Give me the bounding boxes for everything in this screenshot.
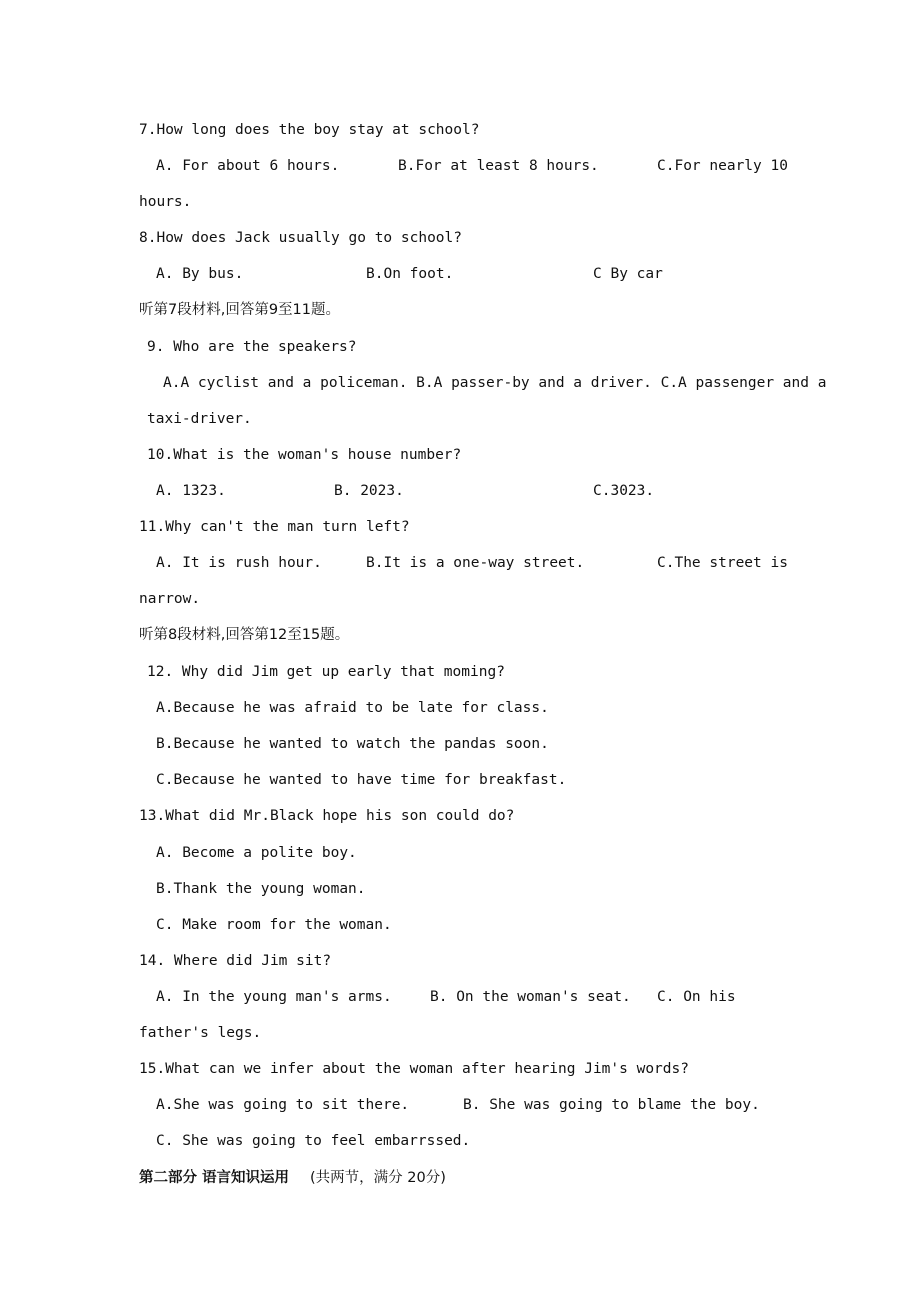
- question-13-option-c: C. Make room for the woman.: [156, 917, 392, 933]
- question-12: [0, 662, 920, 698]
- question-10-option-c: C.3023.: [593, 483, 655, 499]
- question-11-option-a: A. It is rush hour.: [156, 555, 322, 571]
- question-13-option-a-row: [0, 843, 920, 879]
- question-7-option-c-cont: hours.: [139, 194, 192, 210]
- question-12-option-b-row: [0, 734, 920, 770]
- question-13-option-b-row: [0, 879, 920, 915]
- question-14: [0, 951, 920, 987]
- question-10-option-b: B. 2023.: [334, 483, 404, 499]
- question-13-stem: 13.What did Mr.Black hope his son could do?: [139, 808, 515, 824]
- question-7-option-c: C.For nearly 10: [657, 158, 788, 174]
- section-7-text: 听第7段材料,回答第9至11题。: [139, 302, 341, 318]
- question-14-option-b: B. On the woman's seat.: [430, 989, 631, 1005]
- question-9-options-cont: [0, 409, 920, 445]
- question-14-option-c-cont: father's legs.: [139, 1025, 262, 1041]
- question-14-option-c: C. On his: [657, 989, 736, 1005]
- question-9-option-line: A.A cyclist and a policeman. B.A passer-by and a driver. C.A passenger and a: [163, 375, 827, 391]
- question-7-options-cont: [0, 192, 920, 228]
- question-11-stem: 11.Why can't the man turn left?: [139, 519, 410, 535]
- section-8-instruction: [0, 625, 920, 661]
- part-2-heading: [0, 1168, 920, 1204]
- question-15-stem: 15.What can we infer about the woman after hearing Jim's words?: [139, 1061, 689, 1077]
- question-14-options-cont: [0, 1023, 920, 1059]
- question-15-option-c-row: [0, 1131, 920, 1167]
- question-15-option-c: C. She was going to feel embarrssed.: [156, 1133, 471, 1149]
- question-11-option-b: B.It is a one-way street.: [366, 555, 585, 571]
- question-15-option-b: B. She was going to blame the boy.: [463, 1097, 760, 1113]
- question-15: [0, 1059, 920, 1095]
- question-11-options-cont: [0, 589, 920, 625]
- question-13-option-a: A. Become a polite boy.: [156, 845, 357, 861]
- question-8-stem: 8.How does Jack usually go to school?: [139, 230, 463, 246]
- question-12-stem: 12. Why did Jim get up early that moming?: [147, 664, 505, 680]
- part-2-title: 第二部分 语言知识运用: [139, 1170, 290, 1186]
- question-11-options: [0, 553, 920, 589]
- question-10-stem: 10.What is the woman's house number?: [147, 447, 462, 463]
- question-8-option-a: A. By bus.: [156, 266, 244, 282]
- question-11-option-c-cont: narrow.: [139, 591, 201, 607]
- part-2-note: (共两节，满分 20分): [310, 1170, 446, 1186]
- question-7-option-b: B.For at least 8 hours.: [398, 158, 599, 174]
- question-7-stem: 7.How long does the boy stay at school?: [139, 122, 480, 138]
- question-7: [0, 120, 920, 156]
- section-8-text: 听第8段材料,回答第12至15题。: [139, 627, 350, 643]
- question-13-option-b: B.Thank the young woman.: [156, 881, 366, 897]
- question-15-options: [0, 1095, 920, 1131]
- question-8: [0, 228, 920, 264]
- question-8-options: [0, 264, 920, 300]
- question-9-stem: 9. Who are the speakers?: [147, 339, 357, 355]
- question-12-option-a: A.Because he was afraid to be late for class.: [156, 700, 549, 716]
- question-15-option-a: A.She was going to sit there.: [156, 1097, 410, 1113]
- question-11: [0, 517, 920, 553]
- question-12-option-b: B.Because he wanted to watch the pandas soon.: [156, 736, 549, 752]
- section-7-instruction: [0, 300, 920, 336]
- question-8-option-c: C By car: [593, 266, 663, 282]
- question-13-option-c-row: [0, 915, 920, 951]
- question-14-option-a: A. In the young man's arms.: [156, 989, 392, 1005]
- question-9-options: [0, 373, 920, 409]
- question-14-stem: 14. Where did Jim sit?: [139, 953, 332, 969]
- question-12-option-c: C.Because he wanted to have time for breakfast.: [156, 772, 567, 788]
- question-7-options: [0, 156, 920, 192]
- question-12-option-a-row: [0, 698, 920, 734]
- question-10-options: [0, 481, 920, 517]
- question-10-option-a: A. 1323.: [156, 483, 226, 499]
- question-12-option-c-row: [0, 770, 920, 806]
- question-10: [0, 445, 920, 481]
- question-11-option-c: C.The street is: [657, 555, 788, 571]
- question-7-option-a: A. For about 6 hours.: [156, 158, 340, 174]
- question-9: [0, 337, 920, 373]
- question-14-options: [0, 987, 920, 1023]
- question-9-option-line-cont: taxi-driver.: [147, 411, 252, 427]
- question-8-option-b: B.On foot.: [366, 266, 454, 282]
- question-13: [0, 806, 920, 842]
